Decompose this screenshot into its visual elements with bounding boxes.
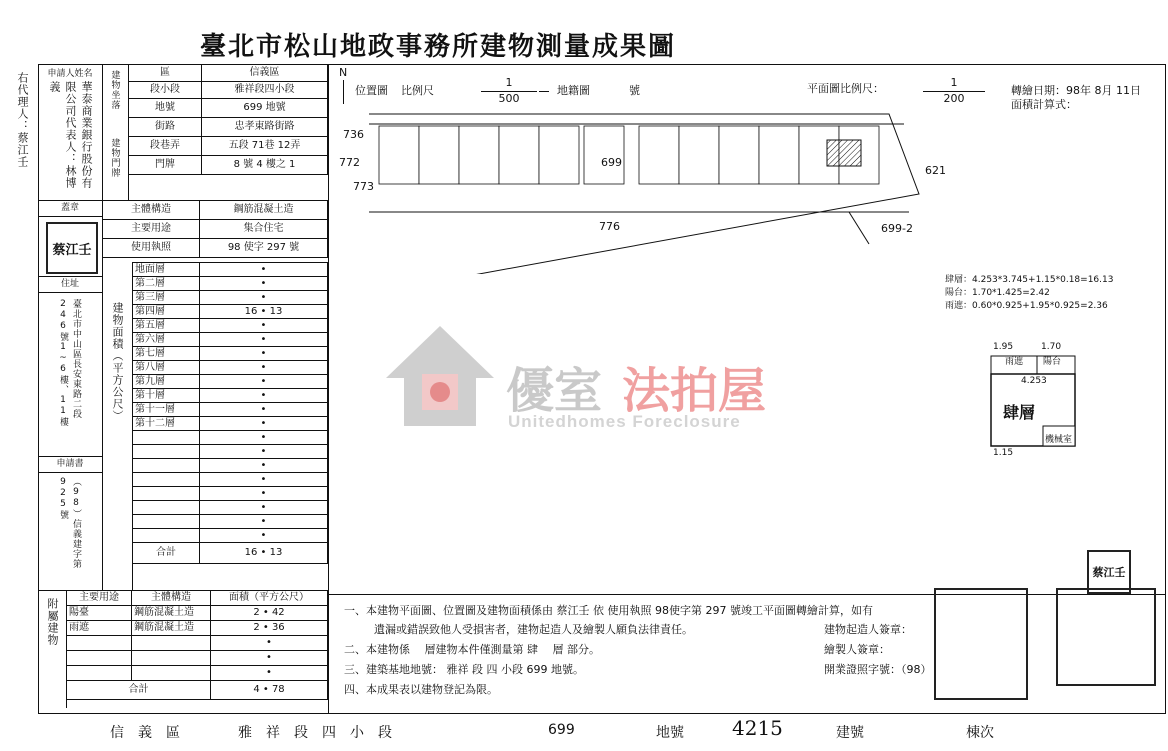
note-3: 三、建築基地地號： 雅祥 段 四 小段 699 地號。 [344,663,584,676]
floor-row [133,403,328,417]
sign-drafter: 繪製人簽章： [824,643,890,656]
attached-header-use: 主要用途 [67,591,132,606]
floor-name: 第二層 [133,277,200,291]
position-map-label: 位置圖 [355,84,388,97]
site-plan-drawing [329,104,949,274]
cadastral-suffix: 號 [629,84,640,97]
lane-label: 段巷弄 [129,137,202,156]
lot-773: 773 [353,180,374,193]
address-label: 住址 [38,276,102,293]
attached-structure: 鋼筋混凝土造 [132,621,211,636]
floor-area: • [200,291,328,305]
floor-name: 第五層 [133,319,200,333]
floor-name: 第三層 [133,291,200,305]
footer-section: 雅 祥 段 四 小 段 [238,725,392,741]
attached-total-row [67,681,328,700]
floor-name: 第十一層 [133,403,200,417]
attached-area: • [211,651,328,666]
lane-value: 五段 71巷 12弄 [202,137,328,156]
floor-row [133,361,328,375]
floor-name: 第十層 [133,389,200,403]
floor-area: • [200,319,328,333]
floor-name: 地面層 [133,263,200,277]
floor-row [133,319,328,333]
official-seal-2 [1056,588,1156,686]
floor-area: • [200,445,328,459]
attached-area: • [211,666,328,681]
floors-table [132,262,328,564]
floor-name [133,487,200,501]
number-value: 8 號 4 樓之 1 [202,156,328,175]
floor-name [133,501,200,515]
attached-header-area: 面積（平方公尺） [211,591,328,606]
floor-area: • [200,389,328,403]
floor-row [133,459,328,473]
applicant-name: 華泰商業銀行股份有限公司代表人：林博義 [48,81,93,189]
structure-label: 主體構造 [103,201,200,220]
floor-row [133,529,328,543]
floor-row [133,431,328,445]
plan-d2: 1.70 [1041,342,1062,352]
floor-row [133,333,328,347]
lot-699: 699 [601,156,622,169]
floor-name [133,529,200,543]
applicant-label: 申請人姓名 [47,69,93,79]
plan-balcony: 陽台 [1043,357,1062,367]
floor-area: • [200,473,328,487]
floor-name: 第六層 [133,333,200,347]
lot-736: 736 [343,128,364,141]
section-value: 雅祥段四小段 [202,82,328,99]
seal-label: 蓋章 [38,200,102,217]
house-logo-icon [384,320,496,432]
watermark-cn2: 法拍屋 [622,365,767,418]
scale-num: 1 [505,76,513,89]
floor-area: • [200,417,328,431]
street-value: 忠孝東路街路 [202,118,328,137]
attached-use [67,666,132,681]
floor-name: 第八層 [133,361,200,375]
agent-label: 右代理人：蔡江壬 [16,72,29,168]
app-doc-block [38,456,103,591]
floor-row [133,417,328,431]
attached-use: 雨遮 [67,621,132,636]
formula-balcony: 陽台：1.70*1.425=2.42 [945,288,1050,298]
structure-value: 鋼筋混凝土造 [200,201,328,220]
usage-label: 主要用途 [103,220,200,239]
floor-name: 第四層 [133,305,200,319]
attached-use [67,636,132,651]
number-label: 門牌 [129,156,202,175]
scale-label: 比例尺 [401,84,434,97]
attached-structure [132,636,211,651]
floor-area: • [200,501,328,515]
surveyor-stamp: 蔡江壬 [1087,550,1131,594]
floor-row [133,501,328,515]
footer-lot: 699 [548,722,575,738]
sign-license: 開業證照字號：（98） [824,663,932,676]
note-1: 一、本建物平面圖、位置圖及建物面積係由 蔡江壬 依 使用執照 98使字第 297 號竣工平面圖轉繪計算，如有 [344,604,873,617]
area-label-column [102,262,133,591]
building-info-table [102,200,328,258]
floor-area: 16 • 13 [200,305,328,319]
floor-row [133,515,328,529]
plan-rain: 雨遮 [1005,357,1024,367]
north-arrow: N [339,66,348,79]
attached-table [66,590,328,700]
floor-name [133,459,200,473]
footer-bar [0,714,1168,751]
attached-structure [132,651,211,666]
usage-value: 集合住宅 [200,220,328,239]
address-block [38,276,103,457]
floor-row [133,445,328,459]
floor-area: • [200,347,328,361]
seal-block [38,200,103,277]
app-doc-value: （98）信義建字第925號 [58,477,81,569]
floor-row [133,473,328,487]
page-title: 臺北市松山地政事務所建物測量成果圖 [200,32,677,62]
floor-name: 第十二層 [133,417,200,431]
cadastral-label: 地籍圖 [557,84,590,97]
section-label: 段小段 [129,82,202,99]
attached-area: • [211,636,328,651]
floor-name: 第七層 [133,347,200,361]
door-label: 建物門牌 [109,138,120,178]
area-label: 建物面積（平方公尺） [111,302,124,422]
applicant-block [38,64,103,201]
lot-label: 地號 [129,99,202,118]
attached-label-column [38,590,67,708]
floor-row [133,347,328,361]
formula-rain: 雨遮：0.60*0.925+1.95*0.925=2.36 [945,301,1108,311]
attached-row [67,636,328,651]
floor-total-row [133,543,328,564]
attached-row [67,621,328,636]
formula-floor: 肆層：4.253*3.745+1.15*0.18=16.13 [945,275,1114,285]
plan-d1: 1.95 [993,342,1014,352]
floor-name [133,473,200,487]
address-value: 臺北市中山區長安東路二段246號1~6樓、11樓 [58,299,81,427]
note-2: 二、本建物係 層建物本件僅測量第 肆 層 部分。 [344,643,600,656]
floor-area: • [200,277,328,291]
attached-area: 2 • 42 [211,606,328,621]
seal-stamp: 蔡江壬 [46,222,98,274]
attached-use [67,651,132,666]
floor-name: 第九層 [133,375,200,389]
watermark-cn1: 優室 [506,365,603,418]
attached-structure: 鋼筋混凝土造 [132,606,211,621]
floor-row [133,291,328,305]
floor-area: • [200,403,328,417]
lot-621: 621 [925,164,946,177]
floor-row [133,375,328,389]
footer-building-number: 4215 [732,716,783,740]
lot-772: 772 [339,156,360,169]
floor-area: • [200,361,328,375]
sign-builder: 建物起造人簽章： [824,623,912,636]
floor-name [133,431,200,445]
floor-area: • [200,333,328,347]
plan-scale-label: 平面圖比例尺： [807,82,884,95]
footer-district: 信 義 區 [110,725,180,741]
attached-row [67,651,328,666]
floor-area: • [200,459,328,473]
district-label: 區 [129,65,202,82]
location-label: 建物坐落 [109,70,120,110]
attached-row [67,606,328,621]
attached-structure [132,666,211,681]
floor-name [133,445,200,459]
floor-row [133,263,328,277]
plan-floor-label: 肆層 [1003,403,1036,422]
floor-area: • [200,375,328,389]
scale-line-tail [539,91,549,92]
attached-total-value: 4 • 78 [211,681,328,700]
plan-machine: 機械室 [1045,435,1073,445]
note-4: 四、本成果表以建物登記為限。 [344,683,498,696]
scale-den: 500 [498,92,520,105]
plan-d3: 4.253 [1021,376,1047,386]
permit-value: 98 使字 297 號 [200,239,328,258]
plan-d4: 1.15 [993,448,1014,458]
floor-row [133,487,328,501]
floor-total-label: 合計 [133,543,200,564]
attached-use: 陽臺 [67,606,132,621]
watermark-en: Unitedhomes Foreclosure [508,412,741,431]
attached-row [67,666,328,681]
draw-date: 轉繪日期：98年 8月 11日 [1011,84,1141,97]
floor-area: • [200,515,328,529]
north-arrow-line [343,80,344,104]
footer-building-label: 建號 [836,725,864,741]
attached-label: 附屬建物 [46,598,59,646]
permit-label: 使用執照 [103,239,200,258]
floor-area: • [200,431,328,445]
note-1b: 遺漏或錯誤致他人受損害者，建物起造人及繪製人願負法律責任。 [374,623,693,636]
lot-699-2: 699-2 [881,222,913,235]
official-seal-1 [934,588,1028,700]
app-doc-label: 申請書 [38,456,102,473]
attached-total-label: 合計 [67,681,211,700]
floor-name [133,515,200,529]
plan-scale-num: 1 [950,76,958,89]
floor-area: • [200,263,328,277]
area-formula-label: 面積計算式： [1011,98,1077,111]
floor-row [133,277,328,291]
footer-copy: 棟次 [966,725,994,741]
floor-area: • [200,487,328,501]
footer-lot-label: 地號 [656,725,684,741]
floor-row [133,389,328,403]
attached-header-structure: 主體構造 [132,591,211,606]
plan-scale-den: 200 [943,92,965,105]
attached-area: 2 • 36 [211,621,328,636]
district-value: 信義區 [202,65,328,82]
location-column [102,64,129,201]
lot-value: 699 地號 [202,99,328,118]
floor-area: • [200,529,328,543]
location-table [128,64,328,175]
floor-total-value: 16 • 13 [200,543,328,564]
street-label: 街路 [129,118,202,137]
floor-row [133,305,328,319]
lot-776: 776 [599,220,620,233]
